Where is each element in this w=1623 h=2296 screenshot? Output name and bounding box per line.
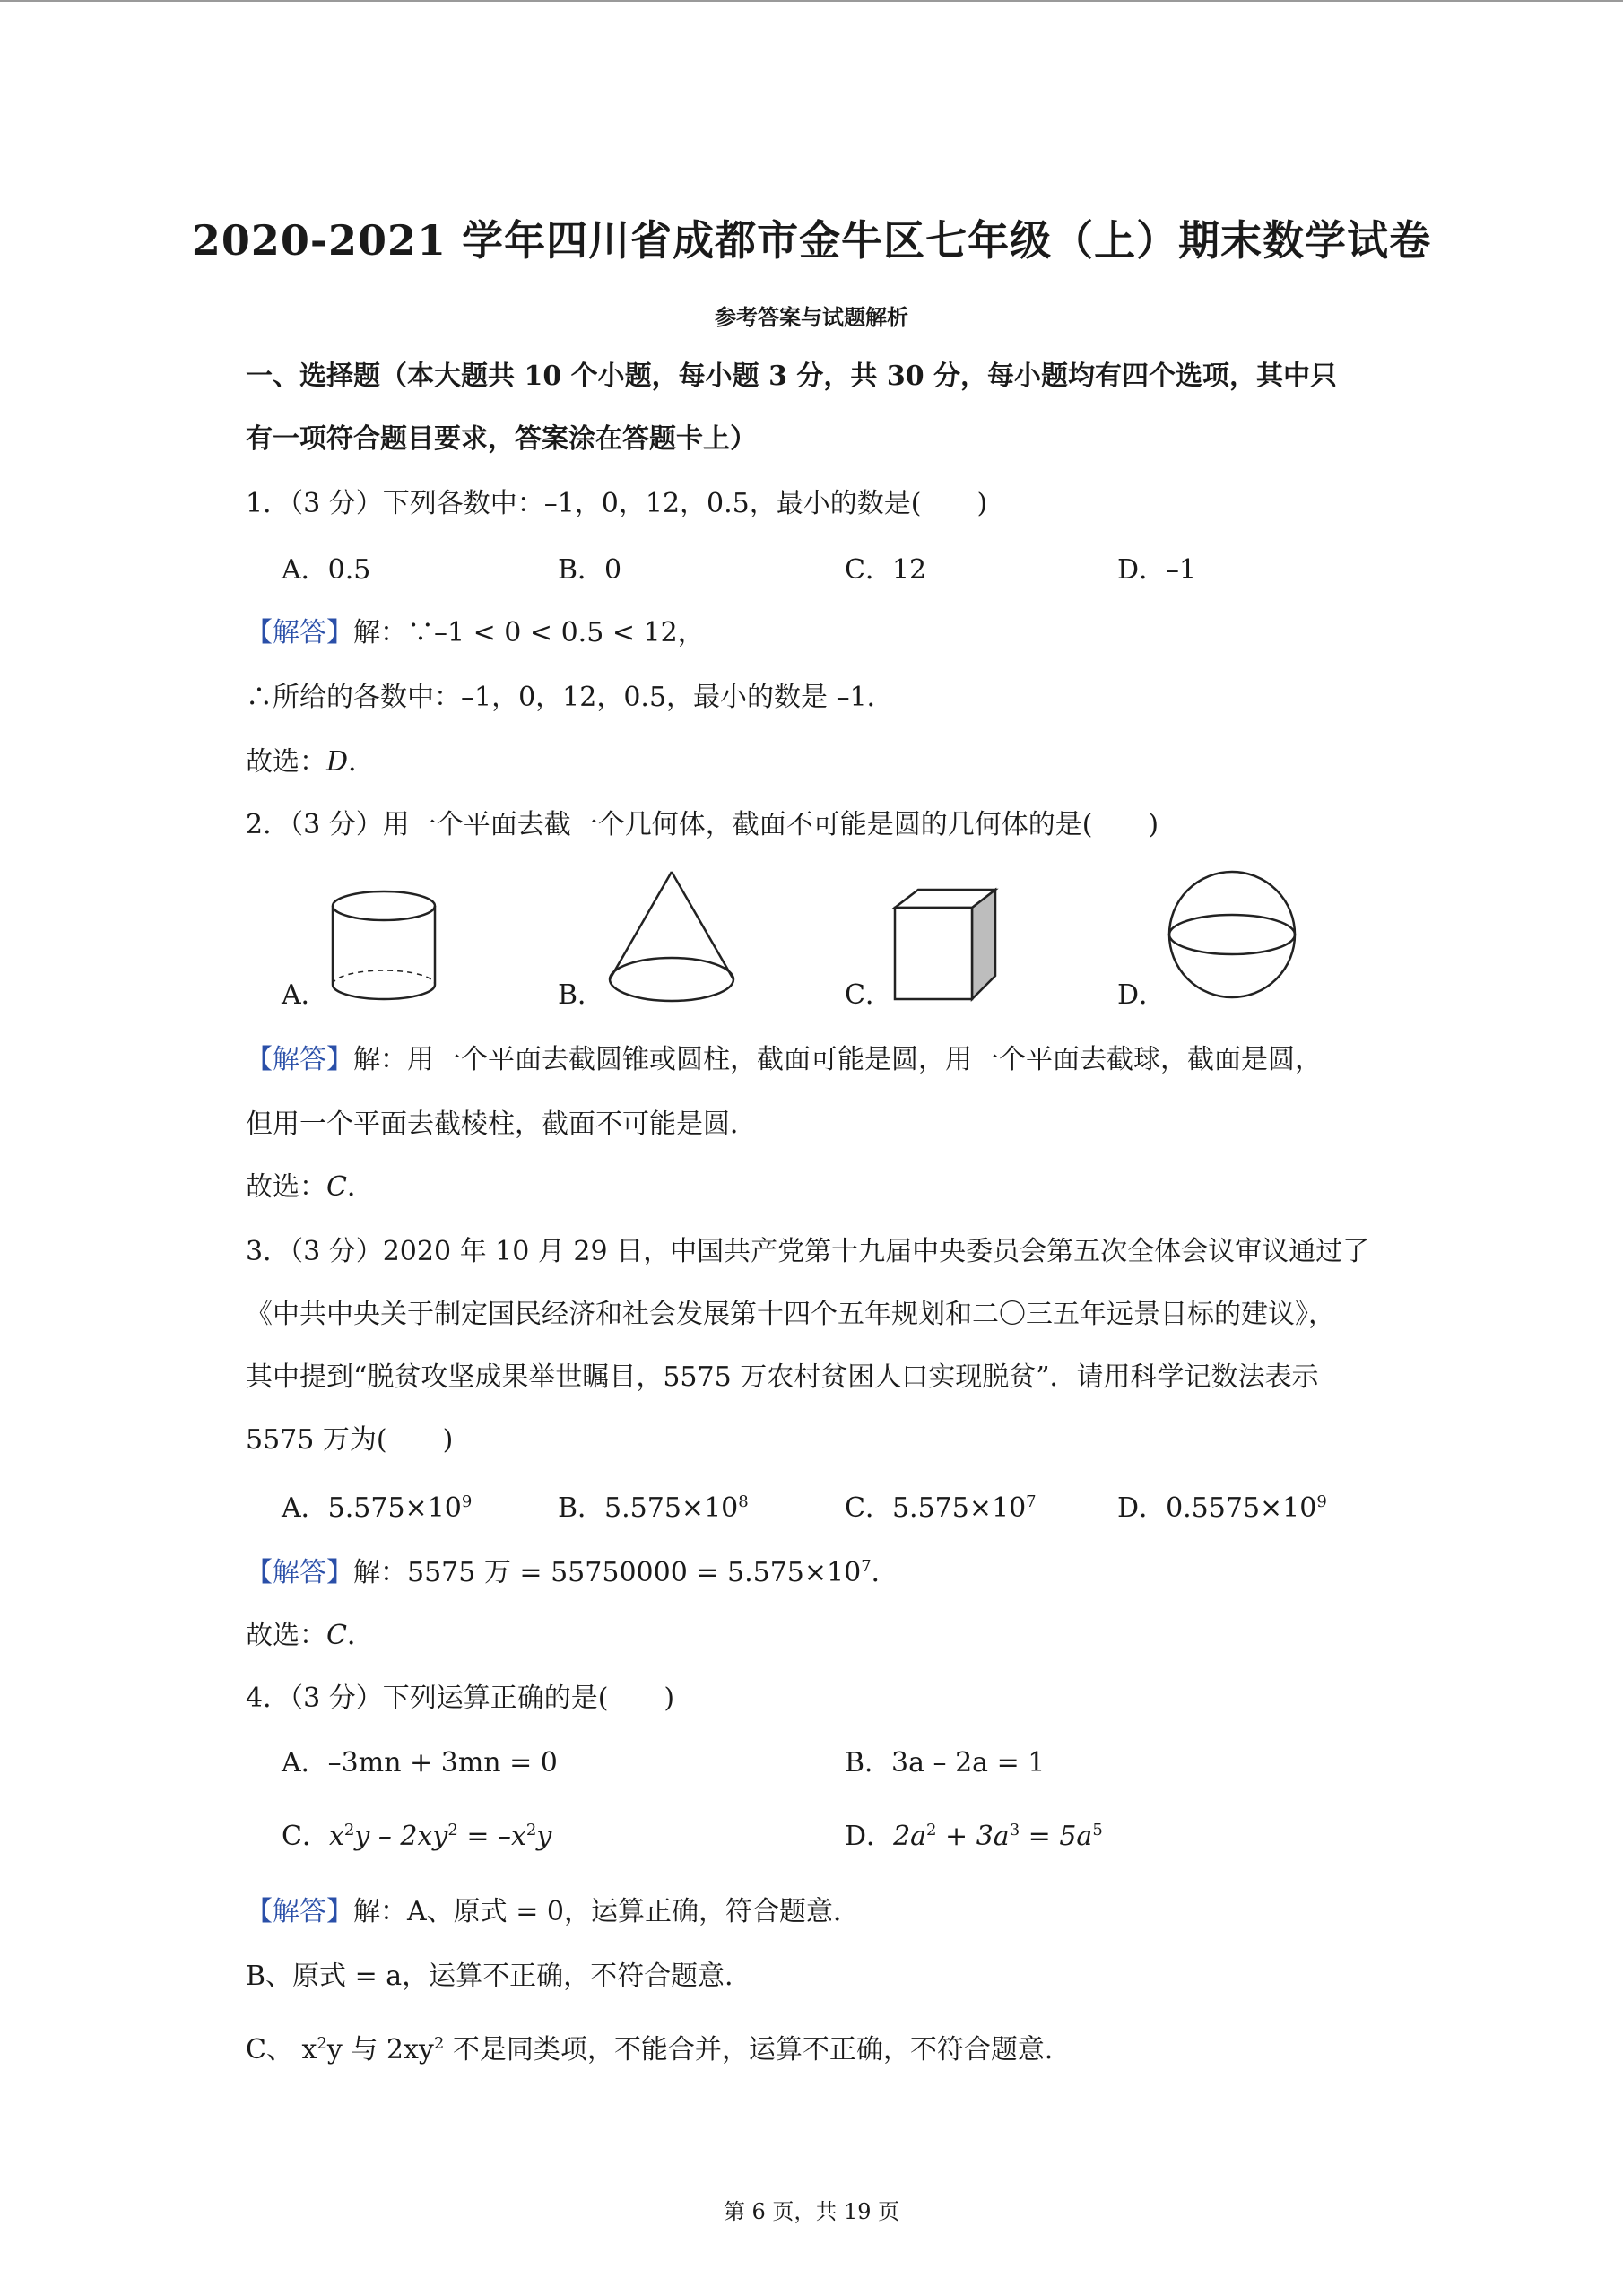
q3-option-a — [282, 1492, 472, 1525]
q3-stem-end: ) — [442, 1424, 454, 1456]
q1-choice-letter: D — [326, 746, 349, 778]
q4-stem-end: ) — [664, 1683, 675, 1714]
q2-option-d: D． — [1117, 979, 1167, 1011]
option-exponent: 9 — [1316, 1492, 1327, 1511]
expr-part: y — [536, 1821, 552, 1852]
expr-exponent: 2 — [343, 1821, 355, 1839]
q3-stem-line3: 其中提到“脱贫攻坚成果举世瞩目，5575 万农村贫困人口实现脱贫”．请用科学记数法表示 — [246, 1361, 1319, 1393]
q2-stem-text: 2．（3 分）用一个平面去截一个几何体，截面不可能是圆的几何体的是( — [246, 809, 1093, 840]
q2-choice — [246, 1171, 374, 1204]
q4-option-a: A．–3mn + 3mn = 0 — [282, 1747, 558, 1779]
q2-option-a: A． — [282, 979, 328, 1011]
answer-tag: 【解答】 — [246, 1557, 353, 1588]
option-label: B． — [558, 1492, 605, 1524]
q3-solution-text: 解：5575 万 = 55750000 = 5.575×10 — [353, 1557, 862, 1588]
option-label: D． — [1117, 1492, 1167, 1524]
choice-suffix: ． — [348, 746, 376, 778]
q4-stem — [246, 1683, 674, 1715]
q1-option-c: C．12 — [845, 554, 927, 586]
q3-stem-line4 — [246, 1424, 453, 1457]
q3-stem-text4: 5575 万为( — [246, 1424, 387, 1456]
top-border — [0, 0, 1623, 2]
q3-choice-letter: C — [326, 1620, 347, 1651]
expr-exponent: 5 — [1092, 1821, 1103, 1839]
q4-solution-a — [246, 1896, 860, 1928]
q4-solution-c — [246, 2034, 1072, 2066]
answer-tag: 【解答】 — [246, 617, 353, 648]
q2-solution-text1: 解：用一个平面去截圆锥或圆柱，截面可能是圆，用一个平面去截球，截面是圆， — [353, 1044, 1322, 1075]
expr-part: C、 x — [246, 2034, 317, 2066]
cone-figure — [604, 868, 739, 1008]
q3-stem-line2: 《中共中央关于制定国民经济和社会发展第十四个五年规划和二〇三五年远景目标的建议》， — [246, 1299, 1335, 1330]
q1-solution-text: 解：∵–1 < 0 < 0.5 < 12， — [353, 617, 705, 648]
q4-option-b: B．3a – 2a = 1 — [845, 1747, 1046, 1779]
q3-solution-exponent: 7 — [861, 1557, 872, 1576]
choice-prefix: 故选： — [246, 1620, 326, 1651]
choice-prefix: 故选： — [246, 1171, 326, 1203]
q1-stem-end: ) — [976, 488, 988, 519]
cylinder-figure — [328, 888, 440, 1004]
q3-choice — [246, 1620, 374, 1652]
choice-prefix: 故选： — [246, 746, 326, 778]
option-base: 5.575×10 — [327, 1492, 462, 1524]
option-exponent: 7 — [1026, 1492, 1037, 1511]
q3-option-c — [845, 1492, 1037, 1525]
q2-solution-line2: 但用一个平面去截棱柱，截面不可能是圆． — [246, 1109, 757, 1140]
expr-exponent: 2 — [433, 2034, 445, 2053]
q2-option-b: B． — [558, 979, 605, 1011]
expr-exponent: 2 — [317, 2034, 327, 2053]
q3-stem-line1: 3．（3 分）2020 年 10 月 29 日，中国共产党第十九届中央委员会第五次全体会议审议通过了 — [246, 1236, 1370, 1267]
option-base: 5.575×10 — [891, 1492, 1027, 1524]
sphere-figure — [1167, 868, 1297, 1004]
option-base: 0.5575×10 — [1166, 1492, 1317, 1524]
q1-option-b: B．0 — [558, 554, 622, 586]
option-exponent: 8 — [738, 1492, 749, 1511]
q2-stem — [246, 809, 1159, 841]
option-exponent: 9 — [461, 1492, 473, 1511]
q3-solution — [246, 1557, 898, 1589]
expr-exponent: 2 — [525, 1821, 537, 1839]
expr-exponent: 2 — [447, 1821, 458, 1839]
q1-stem-text: 1．（3 分）下列各数中：–1，0，12，0.5，最小的数是( — [246, 488, 922, 519]
q4-solution-a-text: 解：A、原式 = 0，运算正确，符合题意． — [353, 1896, 860, 1927]
q1-choice — [246, 746, 375, 778]
answer-tag: 【解答】 — [246, 1896, 353, 1927]
expr-part: x — [328, 1821, 344, 1852]
page-title: 2020-2021 学年四川省成都市金牛区七年级（上）期末数学试卷 — [191, 216, 1432, 265]
expr-part: y 与 2xy — [326, 2034, 434, 2066]
section-heading-line2: 有一项符合题目要求，答案涂在答题卡上） — [246, 423, 757, 455]
expr-part: 2a — [893, 1821, 927, 1852]
q1-stem — [246, 488, 987, 520]
q4-solution-b: B、原式 = a，运算不正确，不符合题意． — [246, 1961, 752, 1992]
option-label: C． — [282, 1821, 329, 1852]
q3-option-b — [558, 1492, 749, 1525]
expr-part: = –x — [457, 1821, 526, 1852]
expr-part: = 5a — [1020, 1821, 1093, 1852]
q4-option-c — [282, 1821, 551, 1853]
q1-solution — [246, 617, 705, 649]
q2-stem-end: ) — [1148, 809, 1159, 840]
expr-part: 不是同类项，不能合并，运算不正确，不符合题意． — [444, 2034, 1072, 2066]
answer-tag: 【解答】 — [246, 1044, 353, 1075]
q4-option-d — [845, 1821, 1103, 1853]
q2-solution-line1 — [246, 1044, 1322, 1076]
page-footer: 第 6 页，共 19 页 — [723, 2199, 900, 2224]
q2-option-c: C． — [845, 979, 892, 1011]
expr-part: + 3a — [936, 1821, 1010, 1852]
q3-solution-end: ． — [871, 1557, 898, 1588]
q3-option-d — [1117, 1492, 1327, 1525]
option-label: C． — [845, 1492, 892, 1524]
choice-suffix: ． — [346, 1620, 374, 1651]
cube-figure — [893, 888, 1001, 1004]
page-subtitle: 参考答案与试题解析 — [715, 304, 908, 330]
q4-stem-text: 4．（3 分）下列运算正确的是( — [246, 1683, 609, 1714]
q1-therefore: ∴所给的各数中：–1，0，12，0.5，最小的数是 –1． — [246, 682, 894, 713]
q1-option-a: A．0.5 — [282, 554, 371, 586]
q1-option-d: D．–1 — [1117, 554, 1197, 586]
q2-choice-letter: C — [326, 1171, 347, 1203]
option-label: D． — [845, 1821, 894, 1852]
choice-suffix: ． — [346, 1171, 374, 1203]
expr-exponent: 3 — [1009, 1821, 1020, 1839]
section-heading-line1: 一、选择题（本大题共 10 个小题，每小题 3 分，共 30 分，每小题均有四个选项，其中只 — [246, 361, 1338, 392]
expr-exponent: 2 — [926, 1821, 937, 1839]
expr-part: y – 2xy — [354, 1821, 448, 1852]
option-label: A． — [282, 1492, 328, 1524]
option-base: 5.575×10 — [604, 1492, 739, 1524]
